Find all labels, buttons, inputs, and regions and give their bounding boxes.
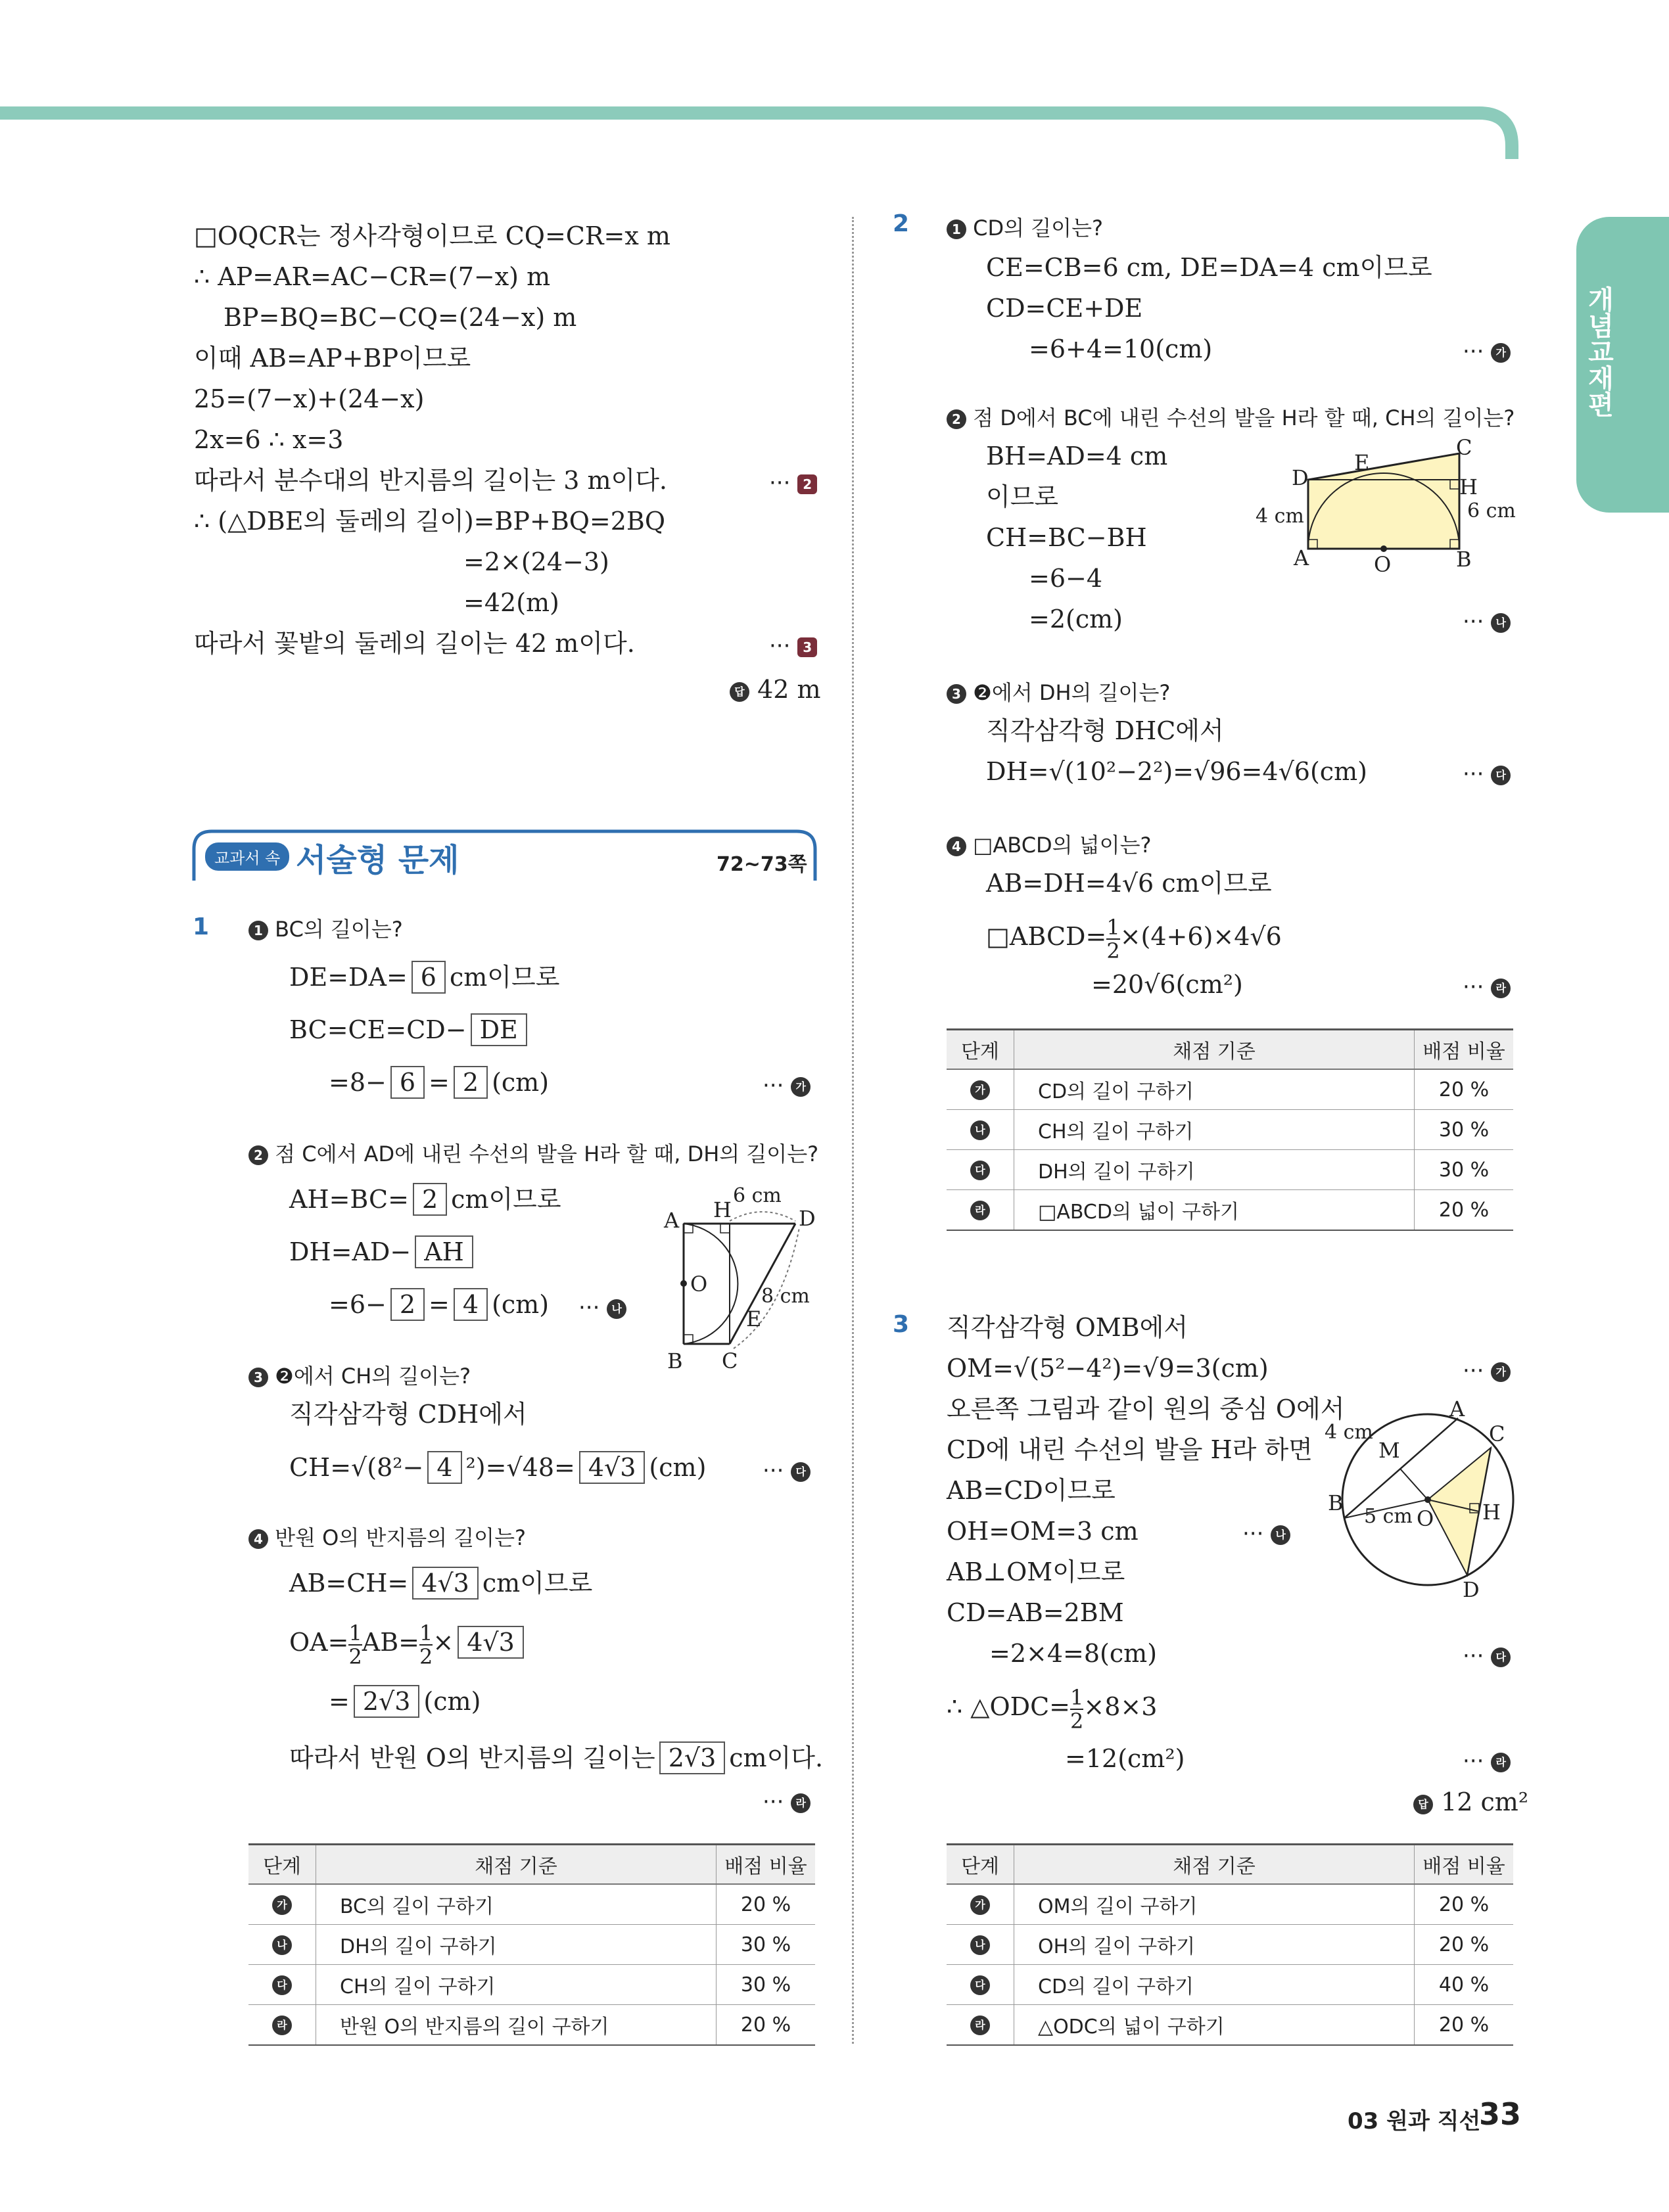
text-line: CH=BC−BH <box>986 523 1147 552</box>
scoring-table-1: 단계 채점 기준 배점 비율 가 BC의 길이 구하기 20 % 나 DH의 길이 구하기 30 % 다 CH의 길이 구하기 30 % 라 반원 O의 반지름의 길이 구하기 20 % <box>248 1843 815 2046</box>
table-row: 다 CH의 길이 구하기 30 % <box>248 1965 815 2005</box>
fig3-label-b: B <box>1328 1490 1344 1515</box>
column-divider <box>852 217 854 2044</box>
fig2-label-o: O <box>1374 552 1392 577</box>
text-line: 25=(7−x)+(24−x) <box>194 384 425 413</box>
table-row: 가 CD의 길이 구하기 20 % <box>947 1069 1513 1110</box>
fig1-label-6cm: 6 cm <box>733 1184 782 1207</box>
table-row: 다 CD의 길이 구하기 40 % <box>947 1965 1513 2005</box>
table-row: 나 OH의 길이 구하기 20 % <box>947 1925 1513 1965</box>
question-3: 3 ❷에서 CH의 길이는? <box>248 1360 471 1392</box>
step-marker: ··· 3 <box>769 633 817 659</box>
text-line: =20√6(cm²) <box>1091 970 1243 999</box>
text-line: CD=CE+DE <box>986 294 1143 323</box>
text-line: 2x=6 ∴ x=3 <box>194 425 344 454</box>
question-3: 3 ❷에서 DH의 길이는? <box>947 677 1170 708</box>
text-line: BP=BQ=BC−CQ=(24−x) m <box>223 303 577 332</box>
fig2-label-b: B <box>1456 547 1472 572</box>
step-marker: ··· 라 <box>1463 974 1511 1000</box>
step-marker: ··· 가 <box>1463 338 1511 365</box>
banner-badge: 교과서 속 <box>205 842 289 871</box>
fig1-label-a: A <box>664 1208 680 1233</box>
question-2: 2 점 C에서 AD에 내린 수선의 발을 H라 할 때, DH의 길이는? <box>248 1138 818 1170</box>
text-line: =2×4=8(cm) <box>989 1639 1158 1668</box>
fig2-label-d: D <box>1292 465 1309 490</box>
fig3-label-o: O <box>1417 1506 1434 1531</box>
text-line: AB⊥OM이므로 <box>947 1557 1125 1586</box>
text-line: OM=√(5²−4²)=√9=3(cm) <box>947 1354 1269 1383</box>
step-marker: ··· 나 <box>578 1295 626 1321</box>
fig2-label-6cm: 6 cm <box>1467 499 1516 522</box>
text-line: AB=DH=4√6 cm이므로 <box>986 869 1272 898</box>
step-marker: ··· 라 <box>763 1789 811 1815</box>
text-line: □ABCD= $\frac{1}{2}$ ×(4+6)×4√6 <box>986 914 1282 963</box>
text-line: DE=DA= 6 cm이므로 <box>289 961 559 994</box>
table-row: 라 □ABCD의 넓이 구하기 20 % <box>947 1190 1513 1231</box>
figure-3 <box>1315 1387 1525 1597</box>
text-line: 이때 AB=AP+BP이므로 <box>194 344 471 373</box>
text-line: 이므로 <box>986 482 1059 511</box>
step-marker: ··· 나 <box>1463 609 1511 635</box>
answer: 답 12 cm² <box>1413 1786 1528 1818</box>
fig3-label-m: M <box>1378 1438 1400 1463</box>
text-line: CE=CB=6 cm, DE=DA=4 cm이므로 <box>986 253 1432 282</box>
text-line: =6+4=10(cm) <box>1029 334 1213 363</box>
text-line: DH=AD− AH <box>289 1235 477 1268</box>
fig1-label-e: E <box>746 1306 762 1331</box>
text-line: CH=√(8²− 4 ²)=√48= 4√3 (cm) <box>289 1451 706 1484</box>
fig1-label-h: H <box>713 1197 732 1222</box>
table-row: 나 CH의 길이 구하기 30 % <box>947 1110 1513 1150</box>
fig2-label-a: A <box>1294 545 1309 570</box>
fig2-label-e: E <box>1354 450 1370 475</box>
fig3-label-c: C <box>1489 1421 1505 1446</box>
side-tab-label: 개념교재편 <box>1584 286 1614 417</box>
footer-chapter: 03 원과 직선 <box>1348 2108 1481 2134</box>
step-marker: ··· 가 <box>763 1072 811 1099</box>
text-line: OA= $\frac{1}{2}$ AB= $\frac{1}{2}$ × 4√3 <box>289 1619 528 1668</box>
step-marker: ··· 2 <box>769 470 817 496</box>
text-line: 직각삼각형 DHC에서 <box>986 716 1224 745</box>
table-row: 다 DH의 길이 구하기 30 % <box>947 1150 1513 1190</box>
fig2-label-4cm: 4 cm <box>1256 505 1304 528</box>
text-line: AH=BC= 2 cm이므로 <box>289 1183 561 1216</box>
text-line: ∴ AP=AR=AC−CR=(7−x) m <box>194 262 551 291</box>
fig3-label-5cm: 5 cm <box>1364 1505 1413 1528</box>
text-line: OH=OM=3 cm <box>947 1517 1139 1546</box>
fig1-label-8cm: 8 cm <box>761 1285 810 1308</box>
fig2-label-c: C <box>1456 435 1472 460</box>
header-band <box>0 99 1525 164</box>
text-line: CD에 내린 수선의 발을 H라 하면 <box>947 1435 1313 1464</box>
step-marker: ··· 가 <box>1463 1358 1511 1384</box>
step-marker: ··· 라 <box>1463 1748 1511 1774</box>
text-line: 오른쪽 그림과 같이 원의 중심 O에서 <box>947 1394 1345 1423</box>
table-row: 가 OM의 길이 구하기 20 % <box>947 1884 1513 1925</box>
text-line: =6−4 <box>1029 564 1103 593</box>
fig1-label-b: B <box>667 1348 683 1373</box>
banner-pages: 72~73쪽 <box>717 853 807 876</box>
text-line: =2(cm) <box>1029 605 1123 634</box>
text-line: DH=√(10²−2²)=√96=4√6(cm) <box>986 757 1367 786</box>
text-line: ∴ (△DBE의 둘레의 길이)=BP+BQ=2BQ <box>194 507 666 536</box>
question-4: 4 □ABCD의 넓이는? <box>947 829 1151 861</box>
fig3-label-a: A <box>1449 1396 1465 1421</box>
fig3-label-h: H <box>1482 1500 1501 1525</box>
text-line: =2×(24−3) <box>463 547 609 576</box>
question-4: 4 반원 O의 반지름의 길이는? <box>248 1522 526 1554</box>
step-marker: ··· 나 <box>1242 1521 1290 1547</box>
step-marker: ··· 다 <box>1463 761 1511 787</box>
text-line: AB=CD이므로 <box>947 1476 1116 1505</box>
fig1-label-c: C <box>722 1348 738 1373</box>
text-line: 직각삼각형 CDH에서 <box>289 1400 527 1429</box>
fig3-label-d: D <box>1463 1577 1480 1602</box>
text-line: =6− 2 = 4 (cm) <box>329 1288 549 1321</box>
page-number: 33 <box>1479 2096 1522 2132</box>
text-line: 따라서 꽃밭의 둘레의 길이는 42 m이다. <box>194 629 635 658</box>
fig1-label-d: D <box>799 1206 816 1231</box>
fig2-label-h: H <box>1459 474 1478 499</box>
scoring-table-2: 단계 채점 기준 배점 비율 가 CD의 길이 구하기 20 % 나 CH의 길이 구하기 30 % 다 DH의 길이 구하기 30 % 라 □ABCD의 넓이 구하기 20 % <box>947 1028 1513 1231</box>
text-line: =12(cm²) <box>1065 1744 1185 1773</box>
question-1: 1 BC의 길이는? <box>248 913 403 945</box>
text-line: 직각삼각형 OMB에서 <box>947 1313 1188 1342</box>
table-row: 나 DH의 길이 구하기 30 % <box>248 1925 815 1965</box>
question-1: 1 CD의 길이는? <box>947 212 1103 244</box>
text-line: =8− 6 = 2 (cm) <box>329 1066 549 1099</box>
text-line: AB=CH= 4√3 cm이므로 <box>289 1567 592 1600</box>
fig1-label-o: O <box>690 1272 708 1297</box>
table-row: 라 △ODC의 넓이 구하기 20 % <box>947 2005 1513 2046</box>
text-line: =42(m) <box>463 588 559 617</box>
text-line: BC=CE=CD− DE <box>289 1013 531 1046</box>
step-marker: ··· 다 <box>763 1458 811 1484</box>
scoring-table-3: 단계 채점 기준 배점 비율 가 OM의 길이 구하기 20 % 나 OH의 길이 구하기 20 % 다 CD의 길이 구하기 40 % 라 △ODC의 넓이 구하기 20 % <box>947 1843 1513 2046</box>
table-row: 라 반원 O의 반지름의 길이 구하기 20 % <box>248 2005 815 2046</box>
problem-number: 2 <box>893 210 910 237</box>
step-marker: ··· 다 <box>1463 1643 1511 1669</box>
problem-number: 1 <box>193 913 210 940</box>
table-row: 가 BC의 길이 구하기 20 % <box>248 1884 815 1925</box>
text-line: ∴ △ODC= $\frac{1}{2}$ ×8×3 <box>947 1684 1158 1734</box>
question-2: 2 점 D에서 BC에 내린 수선의 발을 H라 할 때, CH의 길이는? <box>947 402 1515 434</box>
text-line: = 2√3 (cm) <box>329 1685 481 1718</box>
problem-number: 3 <box>893 1311 910 1338</box>
text-line: CD=AB=2BM <box>947 1598 1124 1627</box>
text-line: 따라서 분수대의 반지름의 길이는 3 m이다. <box>194 466 668 495</box>
text-line: BH=AD=4 cm <box>986 442 1168 471</box>
text-line: 따라서 반원 O의 반지름의 길이는 2√3 cm이다. <box>289 1741 823 1774</box>
answer: 답 42 m <box>730 674 821 705</box>
text-line: □OQCR는 정사각형이므로 CQ=CR=x m <box>194 221 670 250</box>
banner-title: 서술형 문제 <box>296 842 459 879</box>
fig3-label-4cm: 4 cm <box>1325 1421 1373 1444</box>
